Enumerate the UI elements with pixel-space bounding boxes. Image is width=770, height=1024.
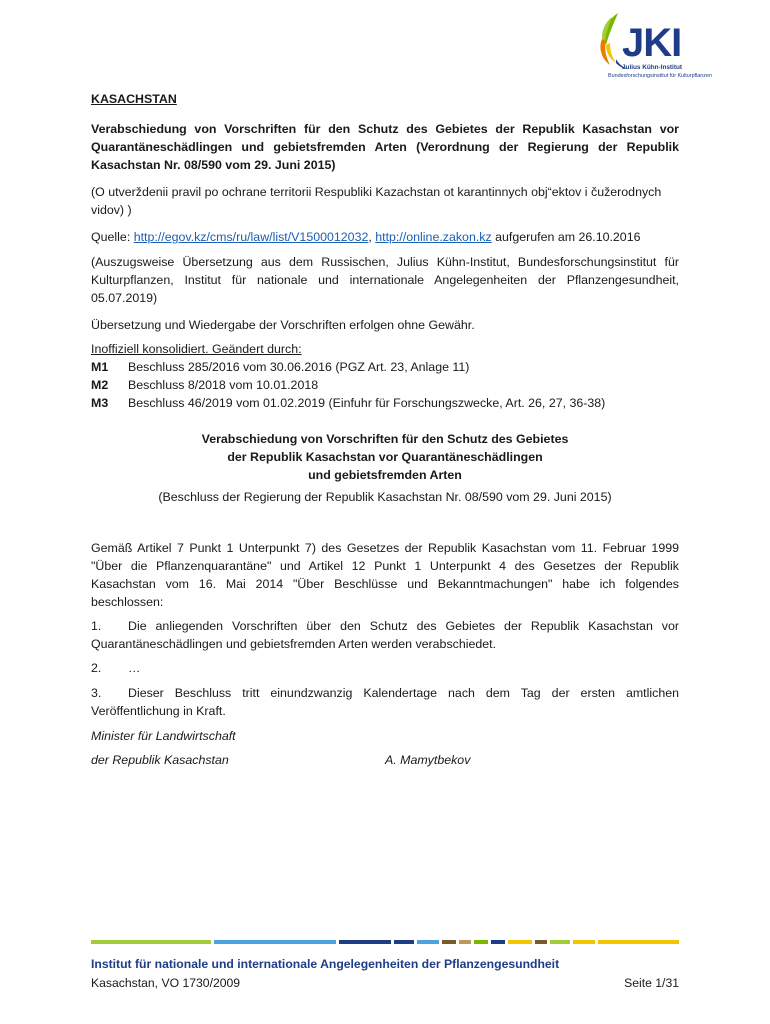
country-heading: KASACHSTAN [91, 92, 177, 106]
item-text: … [128, 661, 141, 675]
footer-segment [339, 940, 391, 944]
footer-segment [598, 940, 679, 944]
jki-logo [596, 11, 716, 79]
amendment-text: Beschluss 8/2018 vom 10.01.2018 [128, 378, 319, 392]
amendment-code: M2 [91, 378, 109, 392]
footer-page-number: Seite 1/31 [624, 976, 679, 990]
item-text: Die anliegenden Vorschriften über den Schutz des Gebietes der Republik Kasachstan vor Quarantäneschädlingen und gebietsfremden Arten werden verabschiedet. [91, 619, 679, 651]
footer-segment [474, 940, 488, 944]
footer-color-line [91, 940, 679, 945]
item-number: 3. [91, 686, 102, 700]
footer-reference: Kasachstan, VO 1730/2009 [91, 976, 241, 990]
source-link-zakon[interactable]: http://online.zakon.kz [375, 230, 492, 244]
source-line [91, 228, 679, 246]
footer-segment [535, 940, 547, 944]
footer-segment [91, 940, 211, 944]
item-text: Dieser Beschluss tritt einundzwanzig Kalendertage nach dem Tag der ersten amtlichen Veröffentlichung in Kraft. [91, 686, 679, 718]
signature-title: Minister für Landwirtschaft [91, 729, 236, 743]
footer-segment [550, 940, 570, 944]
footer-institute: Institut für nationale und internationale Angelegenheiten der Pflanzengesundheit [91, 957, 560, 971]
footer-segment [214, 940, 336, 944]
signature-name: A. Mamytbekov [385, 753, 471, 767]
decision-item [91, 684, 679, 720]
item-number: 1. [91, 619, 102, 633]
transliteration: (O utverždenii pravil po ochrane territorii Respubliki Kazachstan ot karantinnych obj“ektov i čužerodnych vidov) ) [91, 185, 662, 217]
footer-segment [459, 940, 471, 944]
amendment-code: M1 [91, 360, 109, 374]
decision-item [91, 659, 679, 677]
preamble-paragraph: Gemäß Artikel 7 Punkt 1 Unterpunkt 7) des Gesetzes der Republik Kasachstan vom 11. Februar 1999 "Über die Pflanzenquarantäne" und Artikel 12 Punkt 1 Unterpunkt 4 des Gesetzes der Republik Kasachstan vom 16. Mai 2014 "Über Beschlüsse und Bekanntmachungen" habe ich folgendes beschlossen: [91, 541, 679, 609]
source-label: Quelle: [91, 230, 131, 244]
logo-name: Julius Kühn-Institut [622, 64, 682, 71]
logo-wordmark: JKI [622, 21, 682, 65]
source-retrieved: aufgerufen am 26.10.2016 [495, 230, 641, 244]
section-title-line: und gebietsfremden Arten [308, 468, 462, 482]
document-title: Verabschiedung von Vorschriften für den Schutz des Gebietes der Republik Kasachstan vor Quarantäneschädlingen und gebietsfremden Arten (Verordnung der Regierung der Republik Kasachstan Nr. 08/590 vom 29. Juni 2015) [91, 122, 679, 172]
source-link-egov[interactable]: http://egov.kz/cms/ru/law/list/V1500012032 [133, 230, 369, 244]
amendment-text: Beschluss 285/2016 vom 30.06.2016 (PGZ Art. 23, Anlage 11) [128, 360, 470, 374]
item-number: 2. [91, 661, 102, 675]
section-title-line: Verabschiedung von Vorschriften für den Schutz des Gebietes [201, 432, 569, 446]
logo-subtitle: Bundesforschungsinstitut für Kulturpflanzen [608, 73, 712, 79]
section-title-line: der Republik Kasachstan vor Quarantäneschädlingen [227, 450, 543, 464]
document-page [91, 0, 712, 1024]
footer-segment [394, 940, 414, 944]
footer-segment [417, 940, 439, 944]
amendment-text: Beschluss 46/2019 vom 01.02.2019 (Einfuhr für Forschungszwecke, Art. 26, 27, 36-38) [128, 396, 606, 410]
footer-segment [573, 940, 595, 944]
footer-segment [491, 940, 505, 944]
footer-segment [508, 940, 532, 944]
translation-note: (Auszugsweise Übersetzung aus dem Russischen, Julius Kühn-Institut, Bundesforschungsinstitut für Kulturpflanzen, Institut für nationale und internationale Angelegenheiten der Pflanzengesundheit, 05.07.2019) [91, 255, 679, 305]
section-title [91, 430, 679, 484]
signature-ministry: der Republik Kasachstan [91, 753, 229, 767]
amendment-code: M3 [91, 396, 109, 410]
consolidation-note: Inoffiziell konsolidiert. Geändert durch: [91, 342, 302, 356]
source-separator: , [368, 230, 372, 244]
decision-item [91, 617, 679, 653]
footer-segment [442, 940, 456, 944]
disclaimer: Übersetzung und Wiedergabe der Vorschriften erfolgen ohne Gewähr. [91, 318, 475, 332]
section-subtitle: (Beschluss der Regierung der Republik Kasachstan Nr. 08/590 vom 29. Juni 2015) [158, 490, 612, 504]
